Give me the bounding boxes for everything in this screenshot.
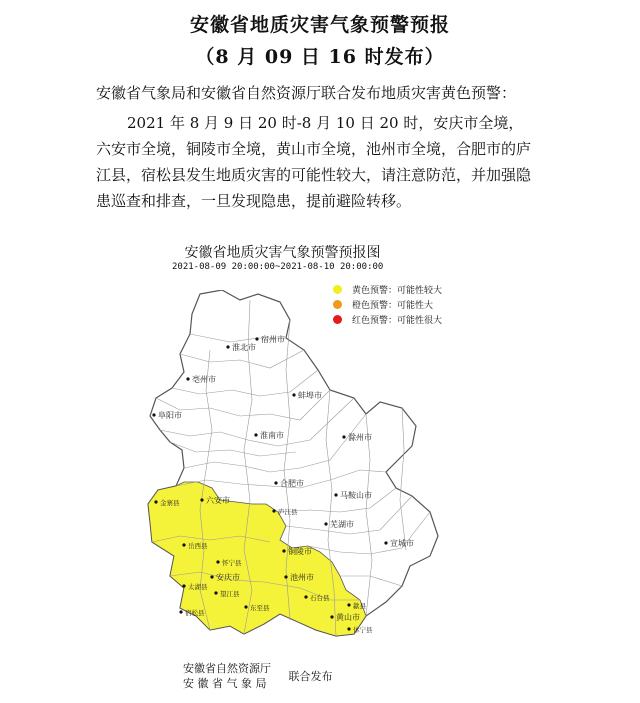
place-dot [214, 591, 217, 594]
place-label: 宣城市 [390, 539, 414, 548]
place-label: 池州市 [290, 573, 314, 582]
place-dot [255, 337, 258, 340]
place-dot [152, 413, 155, 416]
place-label: 安庆市 [216, 573, 240, 582]
page-subtitle: （8 月 09 日 16 时发布） [195, 46, 445, 68]
place-label: 望江县 [220, 590, 240, 598]
legend-label: 橙色预警：可能性大 [352, 301, 434, 311]
intro-paragraph: 安徽省气象局和安徽省自然资源厅联合发布地质灾害黄色预警： [96, 84, 517, 102]
place-dot [342, 435, 345, 438]
place-label: 岳西县 [188, 542, 208, 550]
place-dot [200, 498, 203, 501]
place-dot [384, 541, 387, 544]
place-dot [274, 481, 277, 484]
joint-release-label: 联合发布 [288, 669, 333, 683]
place-dot [324, 522, 327, 525]
place-dot [347, 603, 350, 606]
place-label: 六安市 [206, 496, 230, 505]
place-dot [330, 615, 333, 618]
place-dot [226, 345, 229, 348]
place-label: 铜陵市 [288, 547, 312, 556]
place-dot [272, 509, 275, 512]
place-label: 阜阳市 [158, 411, 182, 420]
map-title: 安徽省地质灾害气象预警预报图 [184, 245, 381, 261]
page-title: 安徽省地质灾害气象预警预报 [189, 14, 450, 36]
issuer-org-1: 安徽省自然资源厅 [183, 662, 271, 675]
anhui-warning-map [140, 290, 450, 650]
place-dot [216, 560, 219, 563]
place-label: 合肥市 [280, 479, 304, 488]
place-label: 怀宁县 [222, 559, 242, 567]
issuer-org-2: 安 徽 省 气 象 局 [183, 677, 267, 690]
place-dot [347, 627, 350, 630]
place-label: 黄山市 [336, 613, 360, 622]
place-label: 歙县 [353, 602, 366, 610]
place-label: 石台县 [310, 594, 330, 602]
place-label: 宿州市 [261, 335, 285, 344]
place-dot [334, 493, 337, 496]
place-label: 芜湖市 [330, 520, 354, 529]
place-label: 宿松县 [185, 609, 205, 617]
legend-label: 黄色预警：可能性较大 [352, 286, 443, 296]
map-svg [140, 290, 450, 650]
place-label: 蚌埠市 [298, 391, 322, 400]
issuer-orgs [183, 661, 271, 691]
place-label: 亳州市 [192, 375, 216, 384]
place-dot [244, 605, 247, 608]
place-dot [284, 575, 287, 578]
place-label: 庐江县 [278, 508, 298, 516]
place-dot [210, 575, 213, 578]
map-period: 2021-08-09 20:00:00~2021-08-10 20:00:00 [172, 262, 384, 272]
detail-paragraph: 2021 年 8 月 9 日 20 时-8 月 10 日 20 时，安庆市全境，六安市全境，铜陵市全境，黄山市全境，池州市全境，合肥市的庐江县，宿松县发生地质灾害的可能性较大，请注意防范，并加强隐患巡查和排查，一旦发现隐患，提前避险转移。 [96, 114, 532, 210]
place-label: 滁州市 [348, 433, 372, 442]
place-label: 金寨县 [160, 499, 180, 507]
place-dot [154, 500, 157, 503]
place-label: 东至县 [250, 604, 270, 612]
place-label: 淮南市 [260, 431, 284, 440]
place-dot [182, 543, 185, 546]
place-label: 太湖县 [188, 583, 208, 591]
place-dot [292, 393, 295, 396]
place-dot [182, 584, 185, 587]
place-dot [186, 377, 189, 380]
place-dot [282, 549, 285, 552]
place-label: 淮北市 [232, 343, 256, 352]
issuer-footer [183, 661, 333, 691]
place-label: 休宁县 [353, 626, 373, 634]
place-dot [179, 610, 182, 613]
legend-label: 红色预警：可能性很大 [352, 316, 443, 326]
place-dot [254, 433, 257, 436]
place-dot [304, 595, 307, 598]
place-label: 马鞍山市 [340, 491, 372, 500]
